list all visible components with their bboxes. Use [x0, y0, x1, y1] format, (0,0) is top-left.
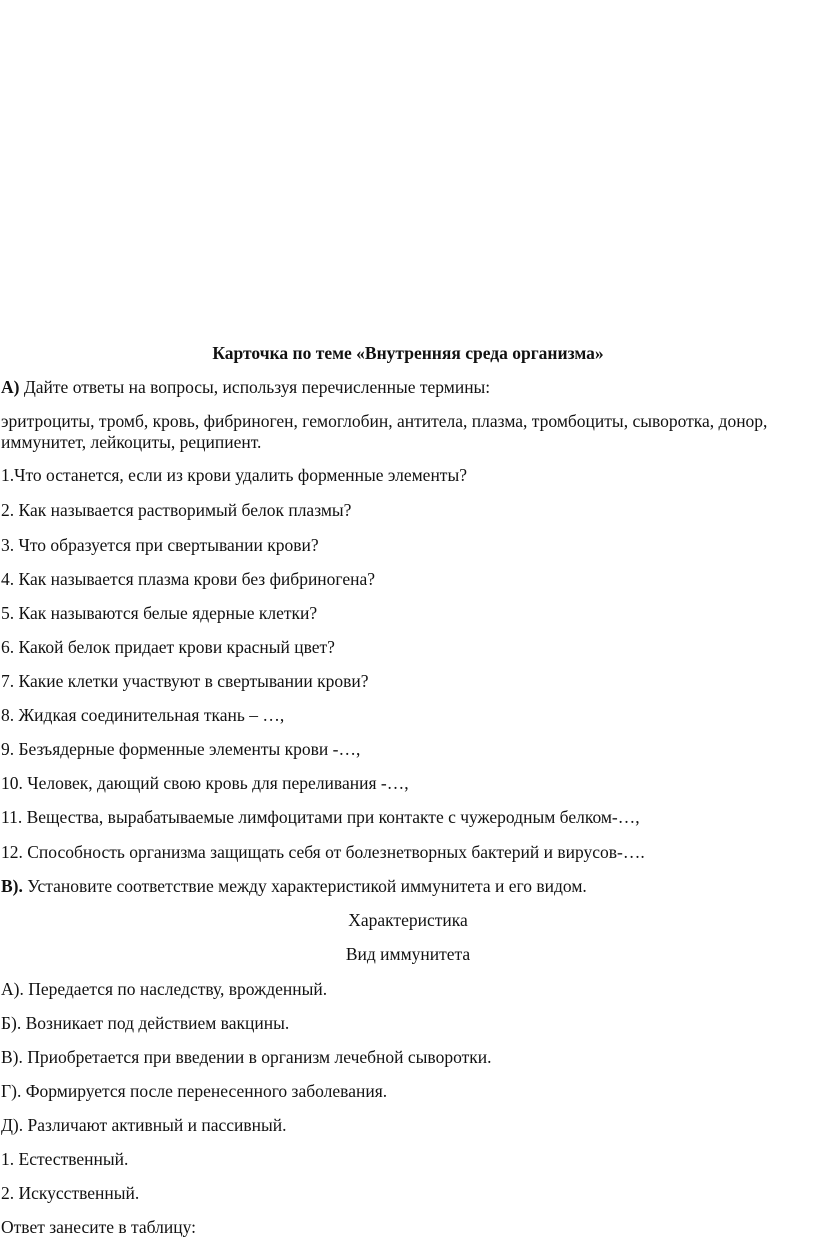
- characteristic-v: В). Приобретается при введении в организм лечебной сыворотки.: [1, 1047, 492, 1067]
- section-b-intro: [1, 876, 587, 897]
- answer-table-note: Ответ занесите в таблицу:: [1, 1217, 196, 1237]
- characteristic-g: Г). Формируется после перенесенного заболевания.: [1, 1081, 388, 1101]
- question-10: 10. Человек, дающий свою кровь для переливания -…,: [1, 773, 409, 793]
- question-3: 3. Что образуется при свертывании крови?: [1, 535, 319, 555]
- header-characteristic: Характеристика: [348, 910, 468, 930]
- question-8: 8. Жидкая соединительная ткань – …,: [1, 705, 285, 725]
- characteristic-d: Д). Различают активный и пассивный.: [1, 1115, 287, 1135]
- question-4: 4. Как называется плазма крови без фибриногена?: [1, 569, 376, 589]
- card-title: Карточка по теме «Внутренняя среда организма»: [212, 343, 604, 363]
- question-12: 12. Способность организма защищать себя от болезнетворных бактерий и вирусов-….: [1, 842, 645, 862]
- immunity-type-1: 1. Естественный.: [1, 1149, 129, 1169]
- section-b-marker: В).: [1, 876, 23, 896]
- question-9: 9. Безъядерные форменные элементы крови -…,: [1, 739, 361, 759]
- section-b-instruction: Установите соответствие между характеристикой иммунитета и его видом.: [22, 876, 587, 896]
- question-11: 11. Вещества, вырабатываемые лимфоцитами при контакте с чужеродным белком-…,: [1, 807, 640, 827]
- section-a-intro: [1, 377, 490, 398]
- terms-line-2: иммунитет, лейкоциты, реципиент.: [1, 432, 262, 452]
- section-a-instruction: Дайте ответы на вопросы, используя перечисленные термины:: [19, 377, 491, 397]
- question-5: 5. Как называются белые ядерные клетки?: [1, 603, 318, 623]
- section-a-marker: А): [1, 377, 20, 397]
- header-immunity-type: Вид иммунитета: [345, 944, 471, 964]
- immunity-type-2: 2. Искусственный.: [1, 1183, 140, 1203]
- question-7: 7. Какие клетки участвуют в свертывании крови?: [1, 671, 369, 691]
- question-1: 1.Что останется, если из крови удалить форменные элементы?: [1, 465, 467, 485]
- terms-line-1: эритроциты, тромб, кровь, фибриноген, гемоглобин, антитела, плазма, тромбоциты, сыворотка, донор,: [1, 411, 768, 431]
- question-2: 2. Как называется растворимый белок плазмы?: [1, 500, 352, 520]
- characteristic-b: Б). Возникает под действием вакцины.: [1, 1013, 290, 1033]
- question-6: 6. Какой белок придает крови красный цвет?: [1, 637, 335, 657]
- characteristic-a: А). Передается по наследству, врожденный.: [1, 979, 328, 999]
